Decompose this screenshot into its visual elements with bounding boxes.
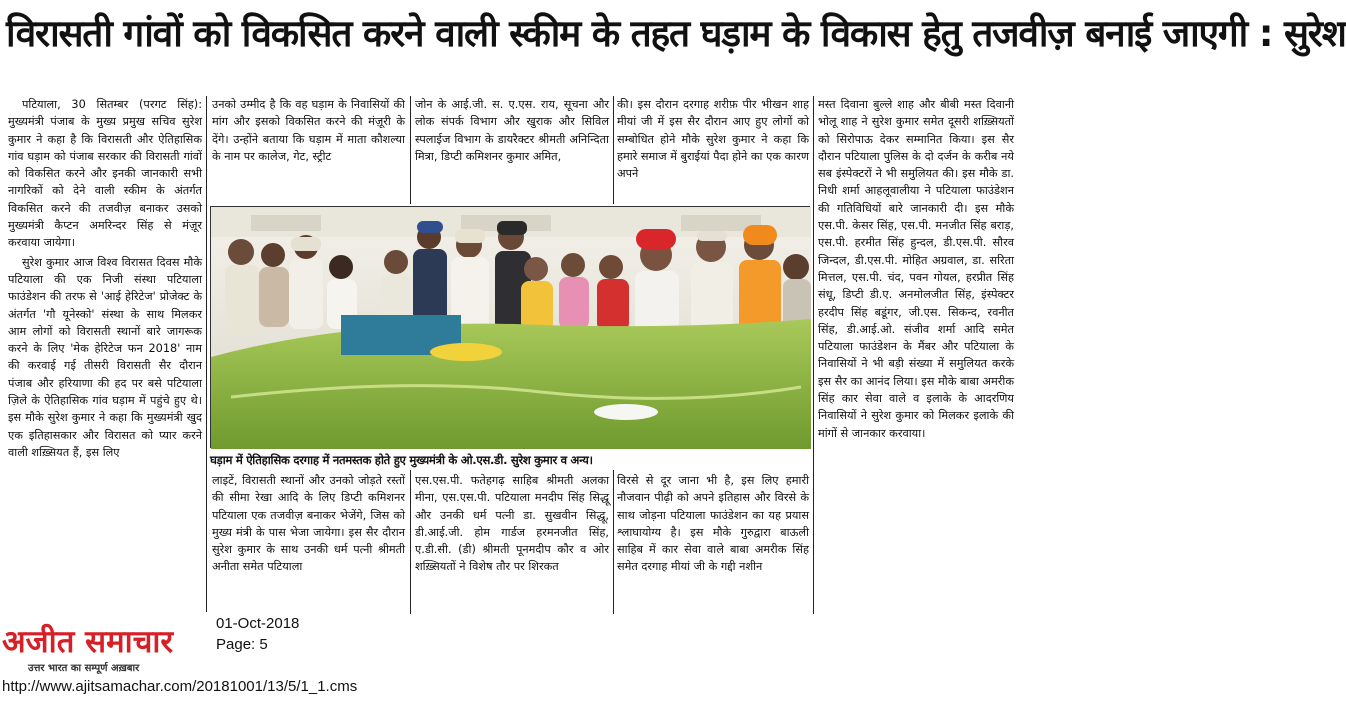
page-number: Page: 5	[216, 636, 268, 653]
green-chaddar	[211, 319, 811, 449]
logo-text: अजीत समाचार	[2, 624, 174, 660]
ajit-samachar-logo	[2, 616, 208, 660]
article-paragraph: विरसे से दूर जाना भी है, इस लिए हमारी नौजवान पीढ़ी को अपने इतिहास और विरसे के साथ जोड़ना पटियाला फाउंडेशन का यह प्रयास श्लाघायोग्य है। इस मौके गुरुद्वारा बाऊली साहिब में कार सेवा वाले बाबा अमरीक सिंह समेत दरगाह मीयां जी के गद्दी नशीन	[617, 474, 809, 574]
article-paragraph: की। इस दौरान दरगाह शरीफ़ पीर भीखन शाह मीयां जी में इस सैर दौरान आए हुए लोगों को सम्बोधित होने मौके सुरेश कुमार ने कहा कि हमारे समाज में बुराईयां पैदा होने का एक कारण अपने	[617, 98, 809, 181]
article-paragraph: मस्त दिवाना बुल्ले शाह और बीबी मस्त दिवानी भोलू शाह ने सुरेश कुमार समेत दूसरी शख़्सियतों को सिरोपाऊ देकर सम्मानित किया। इस सैर दौरान पटियाला पुलिस के दो दर्जन के करीब नये सब इंस्पेक्टरों ने भी समुलियत की। इस मौके डा. निधी शर्मा आहलूवालीया ने पटियाला फाउंडेशन की गतिविधियों बारे जानकारी दी। इस मौके एस.पी. केसर सिंह, एस.पी. मनजीत सिंह बराड़, एस.पी. हरमीत सिंह हुन्दल, डी.एस.पी. सौरव जिन्दल, डी.एस.पी. मोहित अग्रवाल, डा. सरिता मित्तल, एस.पी. चंद, पवन गोयल, हरप्रीत सिंह संधू, डिप्टी डी.ए. अनमोलजीत सिंह, इंस्पेक्टर हरदीप सिंह बडूंगर, जी.एस. सिकन्द, रवनीत सिंह, डी.आई.ओ. संजीव शर्मा आदि समेत पटियाला फाउंडेशन के मैंबर और पटियाला के निवासियों ने भी बड़ी संख्या में समुलियत करके इस सैर का आनंद लिया। इस मौके बाबा अमरीक सिंह कार सेवा वाले व इलाके के आदरणिय निवासियों ने सुरेश कुमार को मिलकर इलाके की मांगों से जानकार करवाया।	[818, 98, 1014, 440]
column-divider	[206, 96, 207, 612]
article-column-2-bottom	[212, 472, 405, 610]
column-divider	[613, 470, 614, 614]
yellow-cloth	[430, 343, 502, 361]
article-paragraph: उनको उम्मीद है कि वह घड़ाम के निवासियों की मांग और इसको विकसित करने की मंज़ूरी के देंगे। उन्होंने बताया कि घड़ाम में माता कौशल्या के नाम पर कालेज, गेट, स्ट्रीट	[212, 98, 405, 163]
article-photo	[210, 206, 810, 448]
source-url[interactable]: http://www.ajitsamachar.com/20181001/13/5/1_1.cms	[2, 678, 358, 695]
article-paragraph: एस.एस.पी. फतेहगढ़ साहिब श्रीमती अलका मीना, एस.एस.पी. पटियाला मनदीप सिंह सिद्धू और उनकी धर्म पत्नी डा. सुखवीन सिद्धू, डी.आई.जी. होम गार्डज हरमनजीत सिंह, ए.डी.सी. (डी) श्रीमती पूनमदीप कौर व ओर शख़्सियतों ने विशेष तौर पर शिरकत	[415, 474, 609, 574]
article-paragraph: लाइटें, विरासती स्थानों और उनको जोड़ते रस्तों की सीमा रेखा आदि के लिए डिप्टी कमिशनर पटियाला एक तजवीज़ बनाकर भेजेंगे, जिस को मुख्य मंत्री के पास भेजा जायेगा। इस सैर दौरान सुरेश कुमार के साथ उनकी धर्म पत्नी श्रीमती अनीता समेत पटियाला	[212, 474, 405, 574]
column-divider	[813, 96, 814, 614]
article-column-5	[818, 96, 1014, 612]
article-column-4-bottom	[617, 472, 809, 610]
column-divider	[410, 470, 411, 614]
article-headline: विरासती गांवों को विकसित करने वाली स्कीम के तहत घड़ाम के विकास हेतु तजवीज़ बनाई जाएगी : सुरेश	[6, 12, 1346, 55]
column-divider	[410, 96, 411, 204]
issue-date: 01-Oct-2018	[216, 615, 300, 632]
article-paragraph: पटियाला, 30 सितम्बर (परगट सिंह): मुख्यमंत्री पंजाब के मुख्य प्रमुख सचिव सुरेश कुमार ने कहा है कि विरासती और ऐतिहासिक गांव घड़ाम को पंजाब सरकार की विरासती गांवों को विकसित करने और इनकी जानकारी सभी नागरिकों को देने वाली स्कीम के अंतर्गत विकसित करने की तजवीज़ बनाकर उसको मुख्यमंत्री कैप्टन अमरिन्दर सिंह से मंज़ूर करवाया जायेगा।	[8, 98, 202, 250]
article-column-3-bottom	[415, 472, 609, 610]
photo-caption: घड़ाम में ऐतिहासिक दरगाह में नतमस्तक होते हुए मुख्यमंत्री के ओ.एस.डी. सुरेश कुमार व अन्य।	[210, 453, 593, 467]
article-column-3-top	[415, 96, 609, 202]
dargah-photo-illustration	[211, 207, 811, 449]
white-cloth	[594, 404, 658, 420]
article-column-2-top	[212, 96, 405, 202]
people-group	[225, 221, 811, 341]
article-column-4-top	[617, 96, 809, 202]
article-column-1	[8, 96, 202, 612]
masthead-tagline: उत्तर भारत का सम्पूर्ण अख़बार	[28, 663, 140, 674]
column-divider	[613, 96, 614, 204]
article-paragraph: सुरेश कुमार आज विश्व विरासत दिवस मौके पटियाला की एक निजी संस्था पटियाला फाउंडेशन की तरफ से 'आई हेरिटेज' प्रोजेक्ट के अंतर्गत 'गौ यूनेस्को' संस्था के साथ मिलकर आम लोगों को विरासती स्थानों बारे जागरूक करने के लिए 'मेक हेरिटेज फन 2018' नाम की करवाई गई तीसरी विरासती सैर दौरान पंजाब और हरियाणा की हद पर बसे पटियाला ज़िले के ऐतिहासिक गांव घड़ाम में पहुंचे हुए थे। इस मौके सुरेश कुमार ने कहा कि मुख्यमंत्री खुद एक इतिहासकार और विरासत को प्यार करने वाली शख़्सियत हैं, इस लिए	[8, 255, 202, 459]
article-paragraph: जोन के आई.जी. स. ए.एस. राय, सूचना और लोक संपर्क विभाग और खुराक और सिविल स्पलाईज विभाग के डायरैक्टर श्रीमती अनिन्दिता मित्रा, डिप्टी कमिशनर कुमार अमित,	[415, 98, 609, 163]
